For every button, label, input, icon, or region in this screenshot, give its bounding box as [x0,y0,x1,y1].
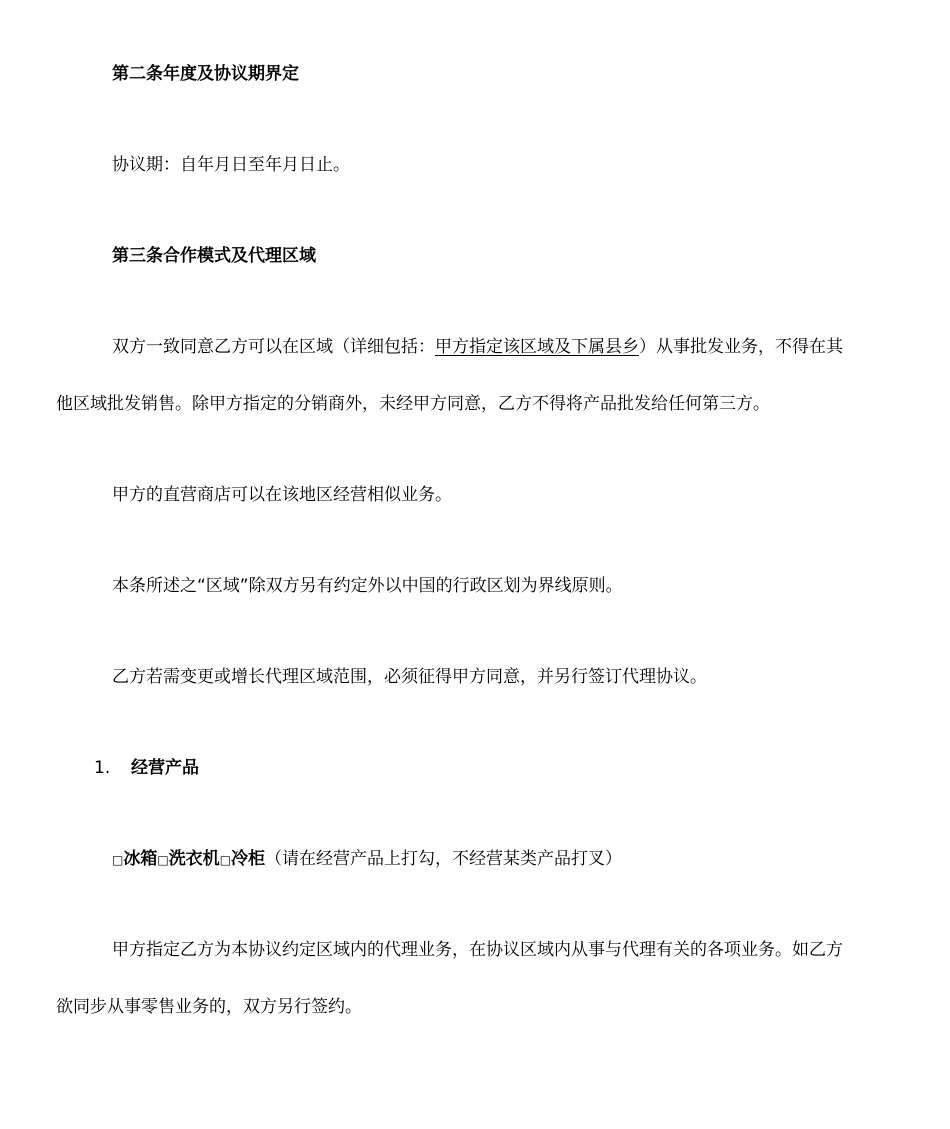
article2-heading: 第二条年度及协议期界定 [112,64,299,84]
article3-paragraph1-line1 [112,335,902,359]
products-paragraph-line1: 甲方指定乙方为本协议约定区域内的代理业务，在协议区域内从事与代理有关的各项业务。如乙方 [112,940,843,960]
article3-paragraph1-line2: 他区域批发销售。除甲方指定的分销商外，未经甲方同意，乙方不得将产品批发给任何第三方。 [56,394,770,414]
product-options-line [112,847,902,871]
underlined-region-text: 甲方指定该区域及下属县乡 [435,337,639,357]
article3-paragraph4: 乙方若需变更或增长代理区域范围，必须征得甲方同意，并另行签订代理协议。 [112,667,707,687]
article3-paragraph2: 甲方的直营商店可以在该地区经营相似业务。 [112,485,452,505]
article3-heading: 第三条合作模式及代理区域 [112,246,316,266]
product-refrigerator: 冰箱 [123,849,158,869]
item-title: 经营产品 [131,758,199,778]
paragraph-text: 双方一致同意乙方可以在区域（详细包括： [112,337,435,357]
checkbox-icon[interactable]: □ [219,853,232,867]
checkbox-icon[interactable]: □ [157,853,169,867]
products-paragraph-line2: 欲同步从事零售业务的，双方另行签约。 [56,997,362,1017]
paragraph-text: ）从事批发业务，不得在其 [639,337,843,357]
product-instruction: （请在经营产品上打勾，不经营某类产品打叉） [265,849,623,869]
product-freezer: 冷柜 [231,849,266,869]
product-washing-machine: 洗衣机 [168,849,220,869]
agreement-period: 协议期：自年月日至年月日止。 [112,155,350,175]
article3-paragraph3: 本条所述之“区域”除双方另有约定外以中国的行政区划为界线原则。 [112,576,623,596]
item-number: 1. [94,758,111,778]
checkbox-icon[interactable]: □ [112,853,124,867]
